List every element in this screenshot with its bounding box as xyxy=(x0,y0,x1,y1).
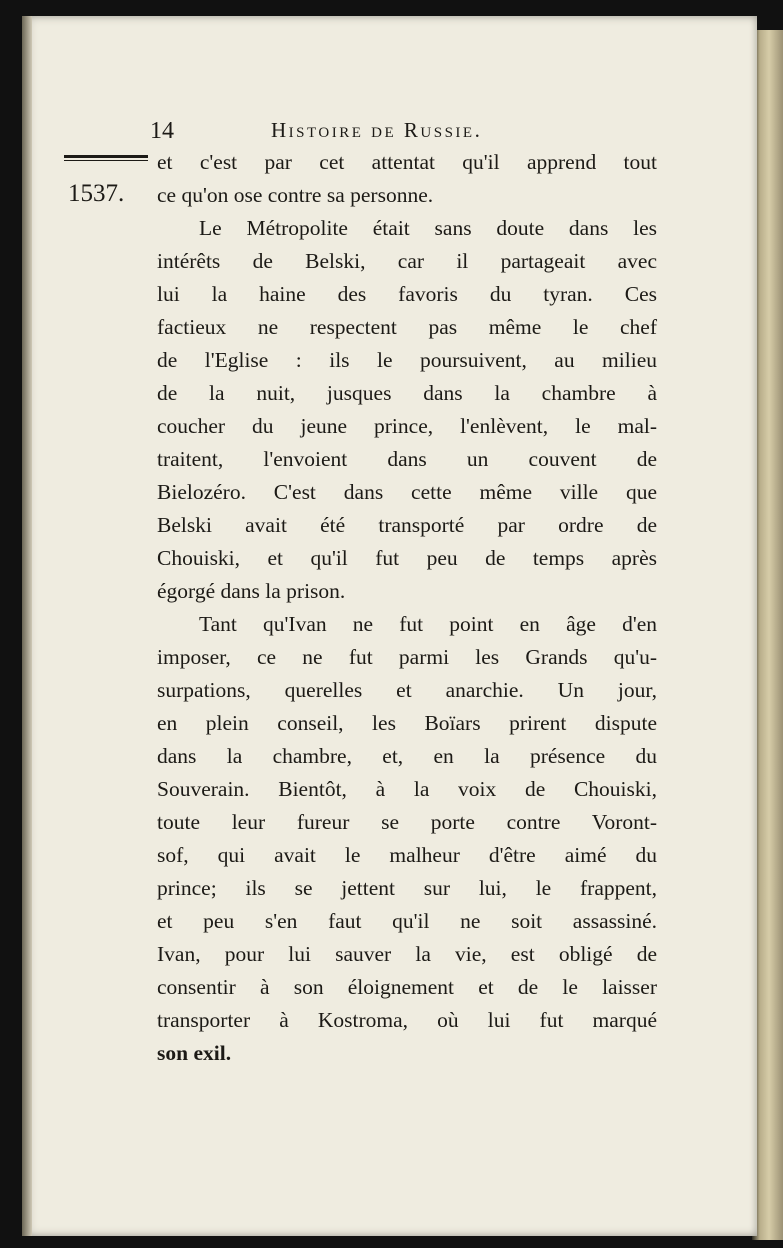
text-line: consentir à son éloignement et de le laisser xyxy=(157,975,657,999)
text-line: lui la haine des favoris du tyran. Ces xyxy=(157,282,657,306)
running-head xyxy=(22,106,757,146)
margin-rule xyxy=(64,155,148,161)
text-line: Ivan, pour lui sauver la vie, est obligé de xyxy=(157,942,657,966)
text-line: factieux ne respectent pas même le chef xyxy=(157,315,657,339)
running-title: Histoire de Russie. xyxy=(271,118,483,142)
text-line: Chouiski, et qu'il fut peu de temps après xyxy=(157,546,657,570)
text-line: et c'est par cet attentat qu'il apprend tout xyxy=(157,150,657,174)
text-line: coucher du jeune prince, l'enlèvent, le mal- xyxy=(157,414,657,438)
text-line: Belski avait été transporté par ordre de xyxy=(157,513,657,537)
text-line: égorgé dans la prison. xyxy=(157,579,346,603)
text-line: Souverain. Bientôt, à la voix de Chouiski, xyxy=(157,777,657,801)
text-line: surpations, querelles et anarchie. Un jour, xyxy=(157,678,657,702)
text-line: Bielozéro. C'est dans cette même ville que xyxy=(157,480,657,504)
margin-year: 1537. xyxy=(68,180,125,207)
text-line: traitent, l'envoient dans un couvent de xyxy=(157,447,657,471)
text-line: son exil. xyxy=(157,1041,232,1065)
text-line: de l'Eglise : ils le poursuivent, au milieu xyxy=(157,348,657,372)
text-line: Tant qu'Ivan ne fut point en âge d'en xyxy=(199,612,657,636)
body-text xyxy=(157,146,657,1070)
text-line: et peu s'en faut qu'il ne soit assassiné. xyxy=(157,909,657,933)
binding-shadow xyxy=(22,16,32,1236)
text-line: Le Métropolite était sans doute dans les xyxy=(199,216,657,240)
text-line: toute leur fureur se porte contre Voront- xyxy=(157,810,657,834)
page-paper xyxy=(22,16,757,1236)
text-line: en plein conseil, les Boïars prirent dispute xyxy=(157,711,657,735)
text-line: imposer, ce ne fut parmi les Grands qu'u- xyxy=(157,645,657,669)
text-line: transporter à Kostroma, où lui fut marqué xyxy=(157,1008,657,1032)
text-line: dans la chambre, et, en la présence du xyxy=(157,744,657,768)
text-line: intérêts de Belski, car il partageait avec xyxy=(157,249,657,273)
text-line: de la nuit, jusques dans la chambre à xyxy=(157,381,657,405)
text-line: sof, qui avait le malheur d'être aimé du xyxy=(157,843,657,867)
text-line: ce qu'on ose contre sa personne. xyxy=(157,183,434,207)
page-number: 14 xyxy=(150,118,174,144)
text-line: prince; ils se jettent sur lui, le frappent, xyxy=(157,876,657,900)
